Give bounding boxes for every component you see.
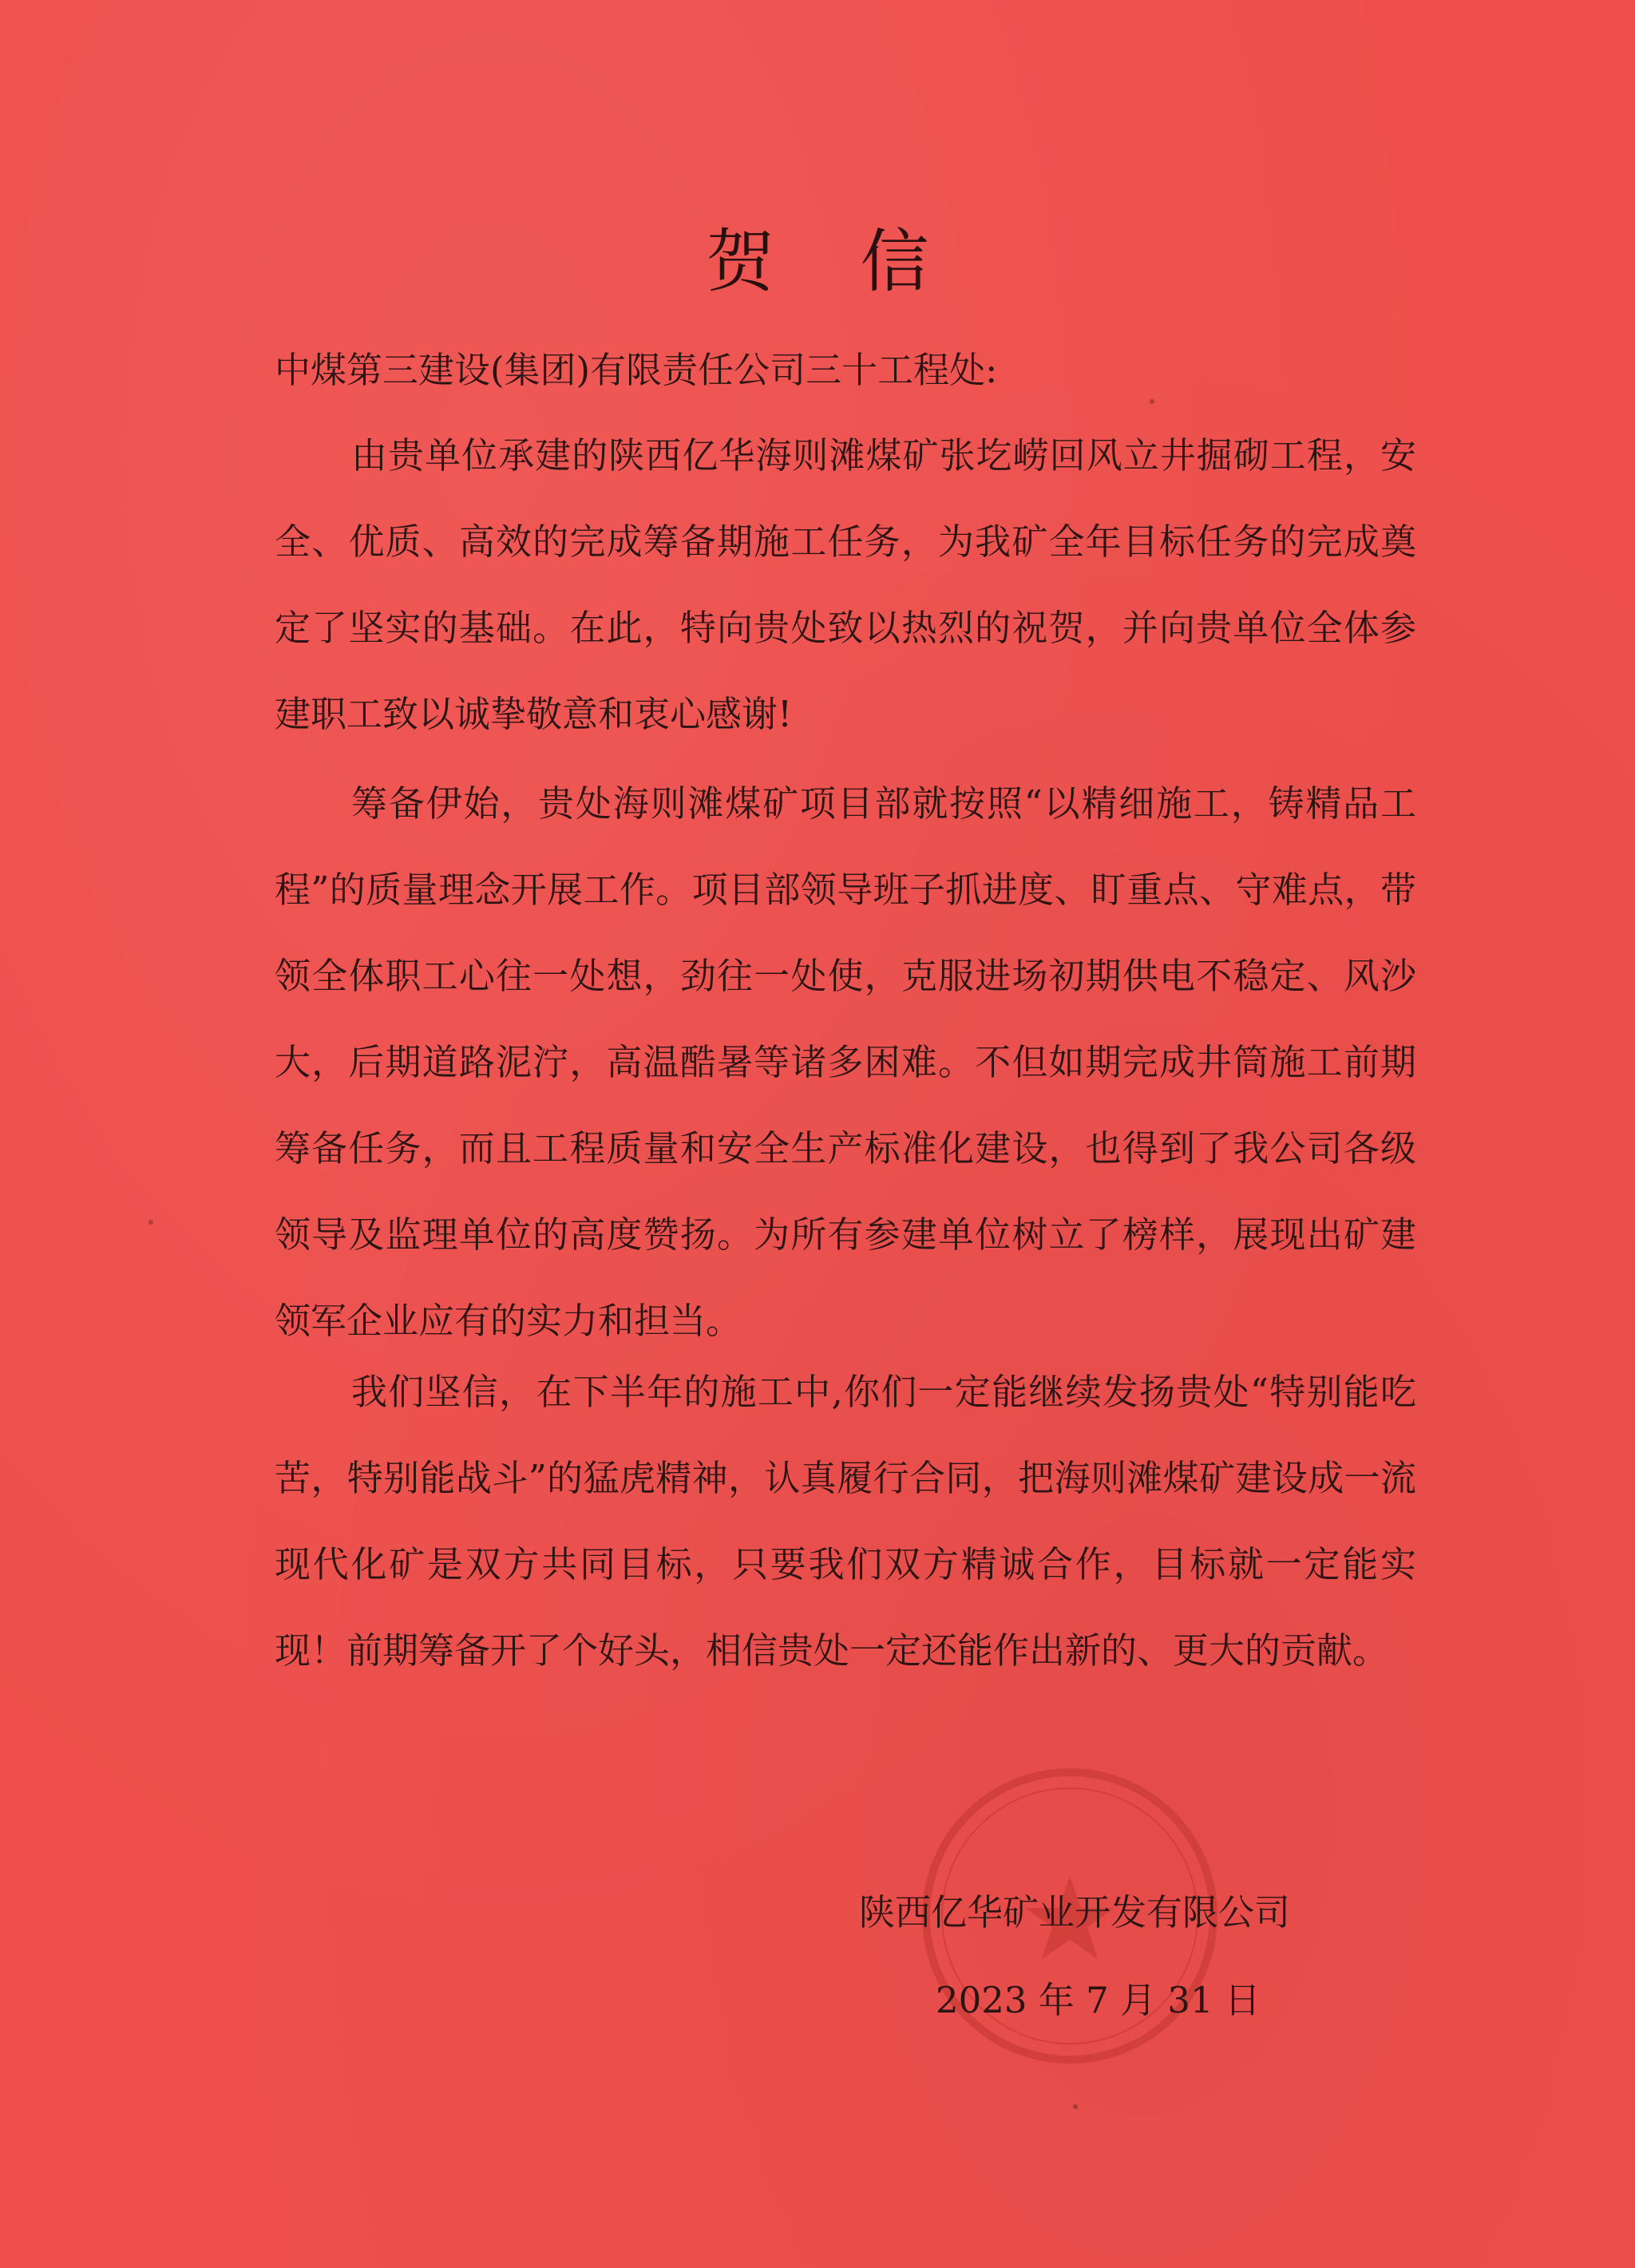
paper-speck	[148, 1220, 153, 1225]
paper-speck	[1150, 399, 1154, 404]
signature-date: 2023 年 7 月 31 日	[936, 1979, 1261, 2021]
letter-paragraph-1: 由贵单位承建的陕西亿华海则滩煤矿张圪崂回风立井掘砌工程，安全、优质、高效的完成筹备期施工任务，为我矿全年目标任务的完成奠定了坚实的基础。在此，特向贵处致以热烈的祝贺，并向贵单位全体参建职工致以诚挚敬意和衷心感谢!	[275, 434, 1416, 735]
letter-paragraph-2: 筹备伊始，贵处海则滩煤矿项目部就按照“以精细施工，铸精品工程”的质量理念开展工作。项目部领导班子抓进度、盯重点、守难点，带领全体职工心往一处想，劲往一处使，克服进场初期供电不稳定、风沙大，后期道路泥泞，高温酷暑等诸多困难。不但如期完成井筒施工前期筹备任务，而且工程质量和安全生产标准化建设，也得到了我公司各级领导及监理单位的高度赞扬。为所有参建单位树立了榜样，展现出矿建领军企业应有的实力和担当。	[275, 782, 1416, 1342]
letter-paragraph-3: 我们坚信，在下半年的施工中,你们一定能继续发扬贵处“特别能吃苦，特别能战斗”的猛虎精神，认真履行合同，把海则滩煤矿建设成一流现代化矿是双方共同目标，只要我们双方精诚合作，目标就一定能实现！前期筹备开了个好头，相信贵处一定还能作出新的、更大的贡献。	[275, 1371, 1416, 1672]
signature-organization: 陕西亿华矿业开发有限公司	[859, 1891, 1291, 1934]
letter-title: 贺 信	[706, 222, 961, 302]
paper-speck	[1073, 2104, 1078, 2109]
letter-salutation: 中煤第三建设(集团)有限责任公司三十工程处:	[275, 349, 998, 391]
